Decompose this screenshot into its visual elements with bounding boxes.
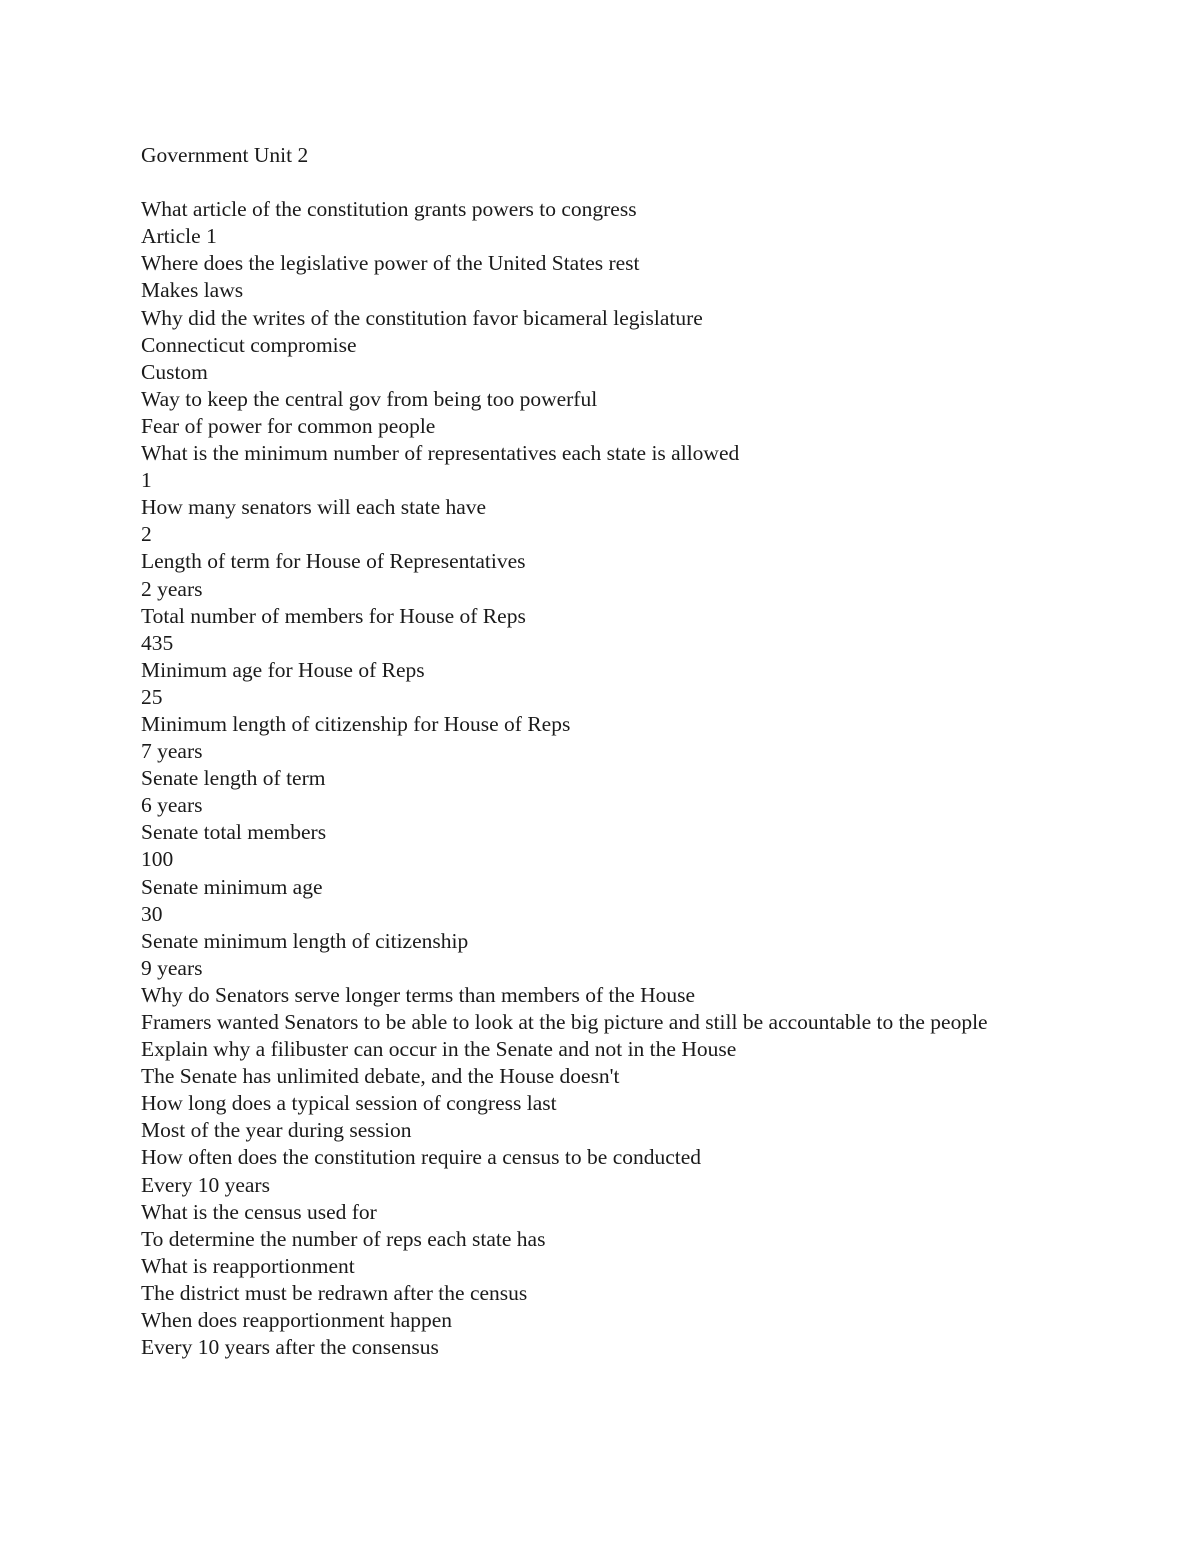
question-line: What is the census used for: [141, 1199, 377, 1224]
answer-line: 2: [141, 522, 152, 547]
question-line: Minimum age for House of Reps: [141, 657, 425, 682]
question-line: How many senators will each state have: [141, 495, 487, 520]
question-line: Senate total members: [141, 820, 327, 845]
answer-line: 9 years: [141, 955, 203, 980]
question-line: How often does the constitution require a census to be conducted: [141, 1145, 702, 1170]
answer-line: 2 years: [141, 576, 203, 601]
question-line: Length of term for House of Representatives: [141, 549, 526, 574]
answer-line: Makes laws: [141, 278, 244, 303]
answer-line: Connecticut compromise: [141, 332, 357, 357]
question-line: Senate minimum age: [141, 874, 323, 899]
question-line: Minimum length of citizenship for House of Reps: [141, 711, 571, 736]
answer-line: The Senate has unlimited debate, and the House doesn't: [141, 1064, 620, 1089]
answer-line: 435: [141, 630, 174, 655]
question-line: Where does the legislative power of the United States rest: [141, 251, 640, 276]
question-line: Total number of members for House of Reps: [141, 603, 526, 628]
question-line: What is the minimum number of representatives each state is allowed: [141, 441, 740, 466]
answer-line: Article 1: [141, 224, 217, 249]
answer-line: 100: [141, 847, 174, 872]
document-title: Government Unit 2: [141, 143, 309, 167]
answer-line: Every 10 years after the consensus: [141, 1335, 439, 1360]
question-line: Explain why a filibuster can occur in the Senate and not in the House: [141, 1037, 737, 1062]
answer-line: Way to keep the central gov from being too powerful: [141, 386, 598, 411]
question-line: Why did the writes of the constitution favor bicameral legislature: [141, 305, 703, 330]
answer-line: Framers wanted Senators to be able to look at the big picture and still be accountable to the people: [141, 1010, 988, 1034]
answer-line: 25: [141, 684, 163, 709]
answer-line: To determine the number of reps each state has: [141, 1226, 546, 1251]
answer-line: 30: [141, 901, 163, 926]
question-line: Why do Senators serve longer terms than members of the House: [141, 982, 696, 1007]
blank-line: [141, 169, 1021, 196]
question-line: What is reapportionment: [141, 1253, 355, 1278]
answer-line: Fear of power for common people: [141, 413, 436, 438]
document-body: [141, 142, 1021, 1361]
answer-line: 6 years: [141, 793, 203, 818]
question-line: What article of the constitution grants powers to congress: [141, 197, 637, 222]
answer-line: Every 10 years: [141, 1172, 270, 1197]
answer-line: Custom: [141, 359, 208, 384]
answer-line: Most of the year during session: [141, 1118, 412, 1143]
answer-line: 1: [141, 468, 152, 493]
answer-line: 7 years: [141, 739, 203, 764]
question-line: Senate length of term: [141, 766, 326, 791]
question-line: When does reapportionment happen: [141, 1308, 453, 1333]
question-line: How long does a typical session of congress last: [141, 1091, 557, 1116]
answer-line: The district must be redrawn after the census: [141, 1280, 528, 1305]
question-line: Senate minimum length of citizenship: [141, 928, 469, 953]
